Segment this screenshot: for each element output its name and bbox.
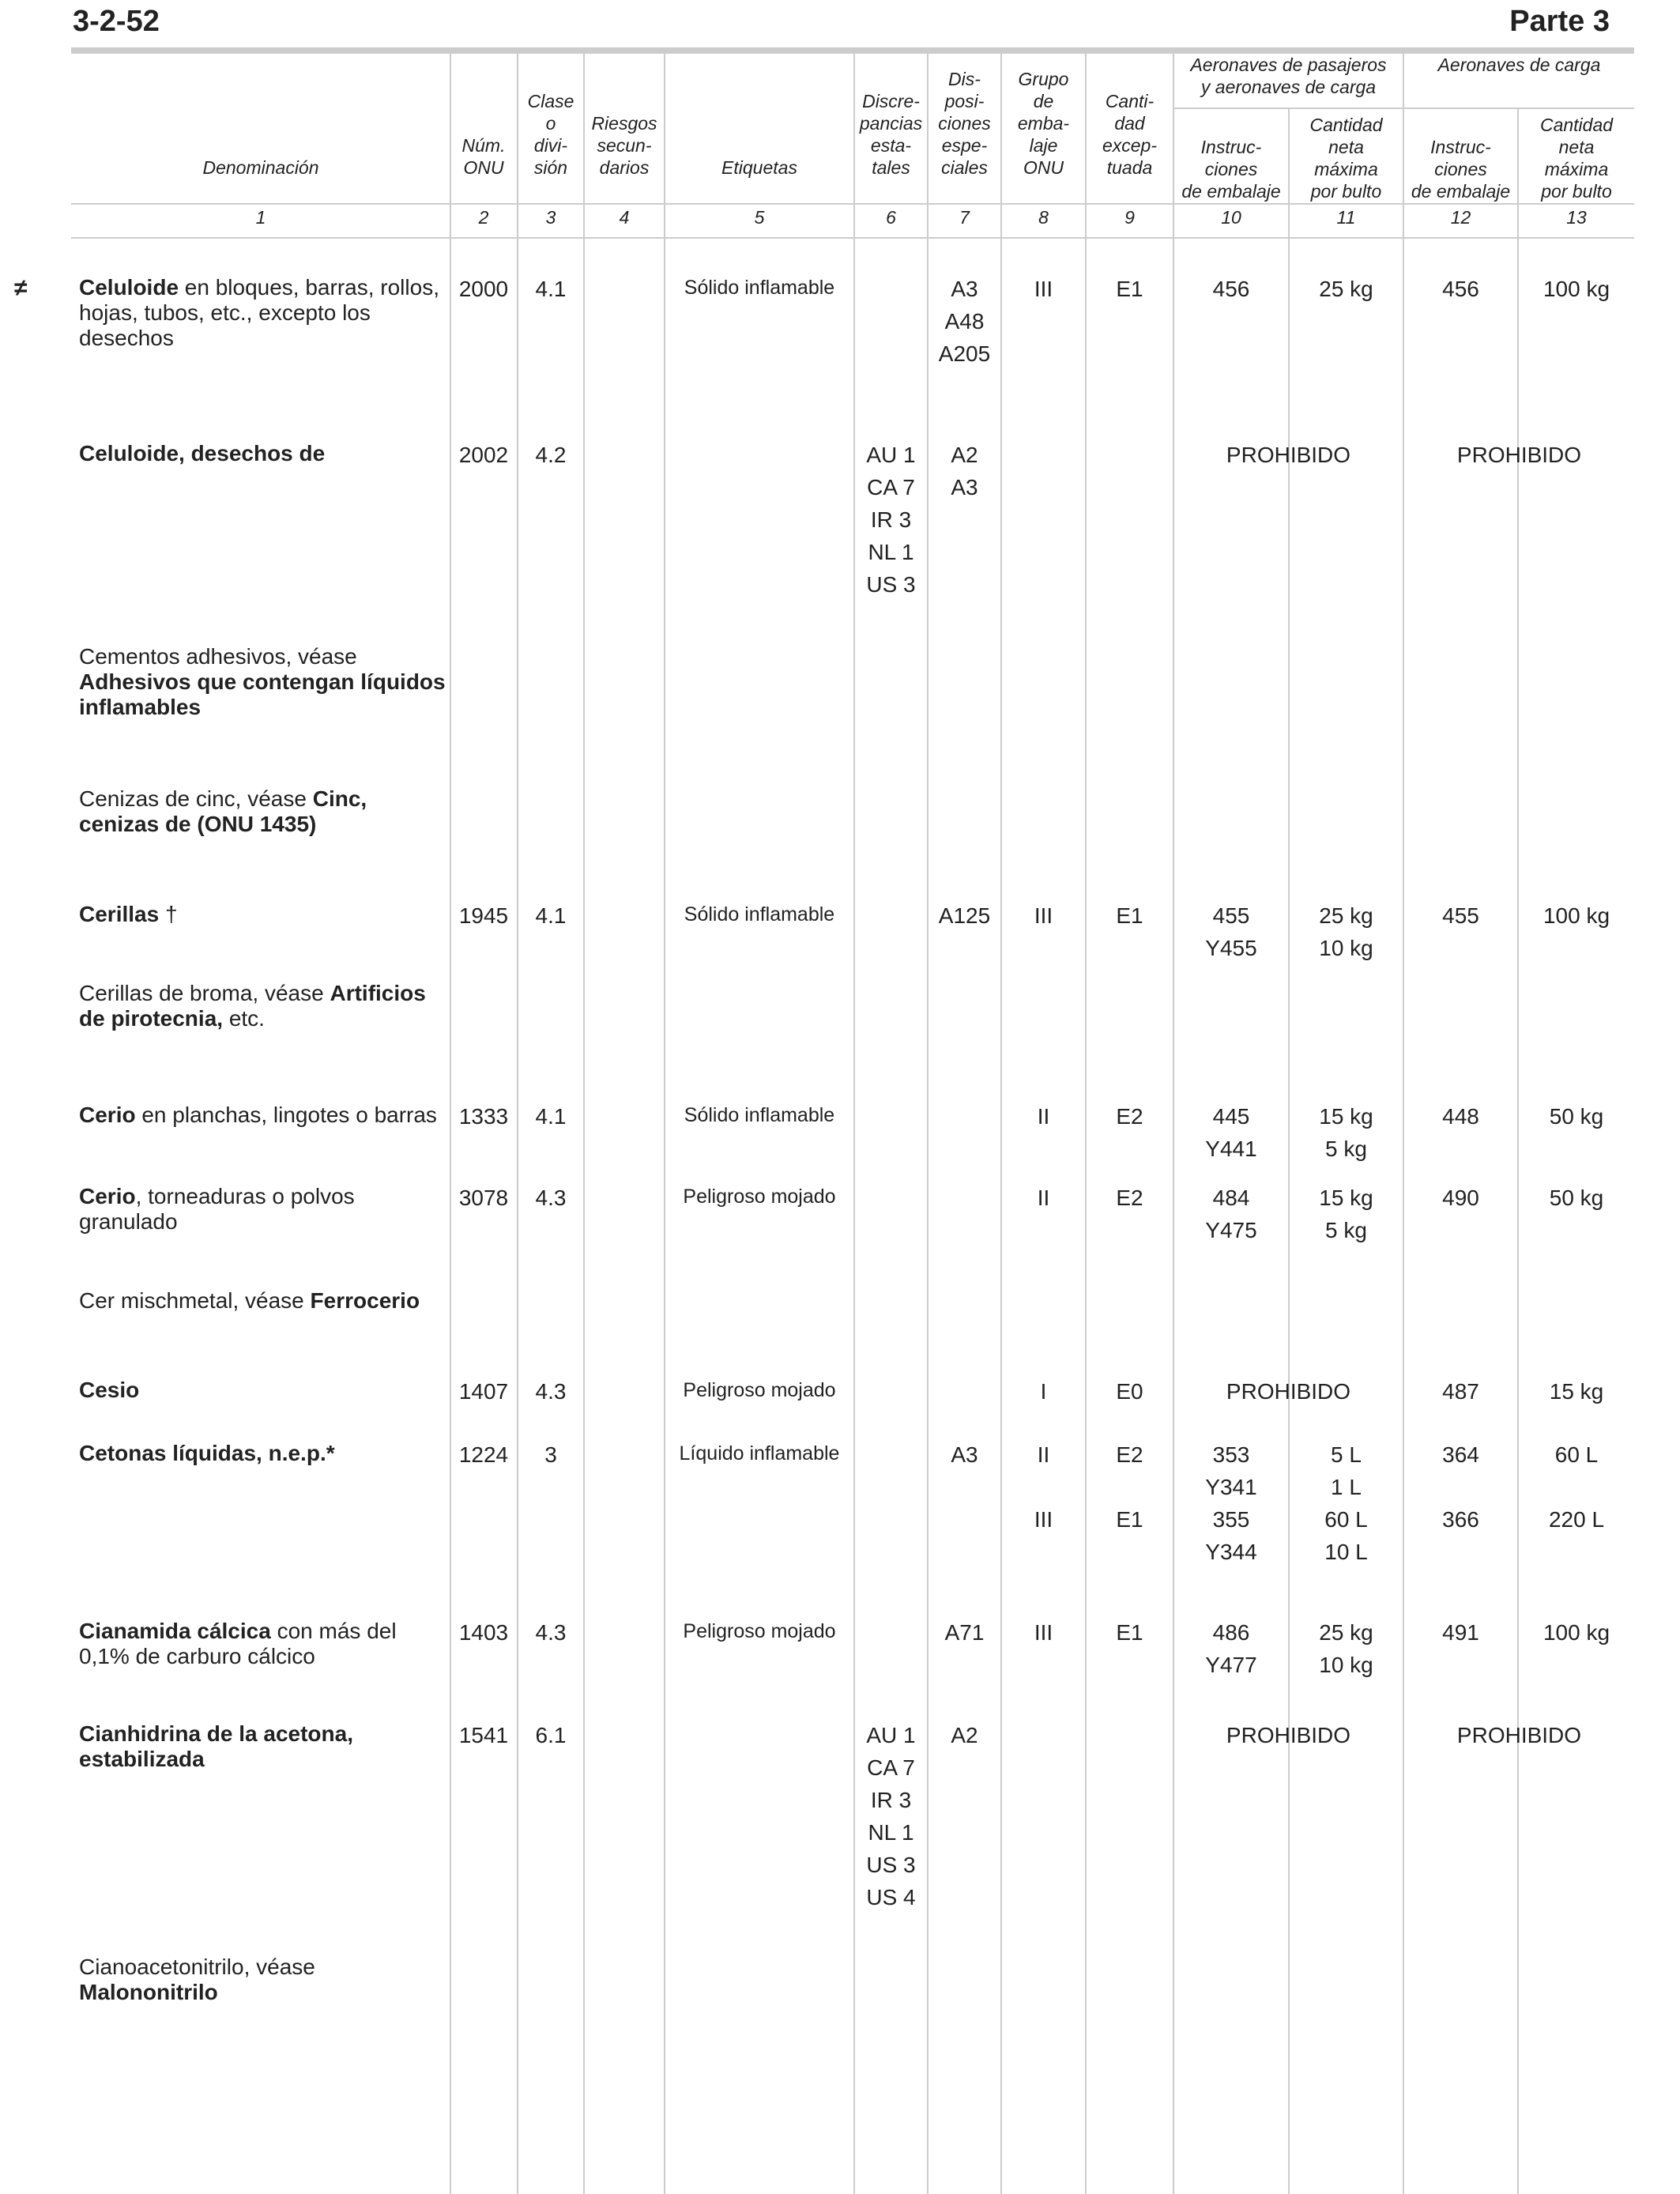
entry-name bbox=[79, 786, 450, 837]
cell-label: Líquido inflamable bbox=[679, 1442, 840, 1465]
entry-name-bold: Malononitrilo bbox=[79, 1980, 218, 2004]
cell-label: Sólido inflamable bbox=[684, 277, 835, 299]
prohibido-carga: PROHIBIDO bbox=[1456, 443, 1582, 467]
entry-name-bold: Cetonas líquidas, n.e.p.* bbox=[79, 1441, 335, 1465]
entry-name-bold: Cerio bbox=[79, 1103, 136, 1127]
header-cantidad-exceptuada: Canti- dad excep- tuada bbox=[1102, 91, 1158, 178]
column-number: 10 bbox=[1221, 207, 1241, 228]
entry-name-bold: Cinc, cenizas de (ONU 1435) bbox=[79, 786, 367, 836]
header-divider bbox=[71, 237, 1634, 239]
entry-name-rest: en bloques, barras, rollos, hojas, tubos, etc., excepto los desechos bbox=[79, 275, 439, 350]
cell-pi-cargo: 455 bbox=[1442, 903, 1479, 928]
column-number: 13 bbox=[1566, 207, 1587, 228]
column-number: 1 bbox=[255, 207, 266, 228]
cell-clase: 4.1 bbox=[535, 1104, 567, 1129]
entry-name-bold: Cianamida cálcica bbox=[79, 1619, 271, 1643]
column-number: 2 bbox=[478, 207, 489, 228]
cell-label: Sólido inflamable bbox=[684, 1104, 835, 1126]
entry-name-bold: Cianhidrina de la acetona, estabilizada bbox=[79, 1721, 353, 1771]
cell-clase: 3 bbox=[544, 1442, 557, 1467]
cell-un: 1333 bbox=[458, 1104, 509, 1129]
column-number: 7 bbox=[959, 207, 970, 228]
cell-q-cargo: 100 kg bbox=[1543, 277, 1610, 301]
cell-pi-cargo: 364 366 bbox=[1442, 1442, 1479, 1532]
cell-clase: 4.3 bbox=[535, 1379, 567, 1404]
entry-name-rest: etc. bbox=[223, 1006, 265, 1031]
column-number: 6 bbox=[886, 207, 896, 228]
entry-name-prefix: Cerillas de broma, véase bbox=[79, 981, 330, 1005]
cell-un: 1224 bbox=[458, 1442, 509, 1467]
cell-pi-pax: 445 Y441 bbox=[1205, 1104, 1257, 1161]
cell-exc: E0 bbox=[1116, 1379, 1143, 1404]
cell-grupo: II bbox=[1037, 1186, 1050, 1210]
cell-grupo: III bbox=[1034, 1620, 1053, 1645]
cell-q-cargo: 50 kg bbox=[1549, 1186, 1604, 1210]
column-number: 11 bbox=[1336, 207, 1356, 228]
entry-name bbox=[79, 981, 450, 1031]
cell-q-pax: 5 L 1 L 60 L 10 L bbox=[1324, 1442, 1368, 1564]
cell-disp: A2 A3 bbox=[951, 443, 978, 499]
entry-name bbox=[79, 1288, 450, 1314]
cell-label: Peligroso mojado bbox=[683, 1620, 836, 1642]
cell-exc: E2 bbox=[1116, 1186, 1143, 1210]
cell-q-pax: 25 kg 10 kg bbox=[1319, 1620, 1373, 1677]
column-number: 12 bbox=[1450, 207, 1471, 228]
entry-name-bold: Celuloide bbox=[79, 275, 179, 300]
column-number: 9 bbox=[1124, 207, 1135, 228]
column-number: 4 bbox=[619, 207, 630, 228]
cell-label: Peligroso mojado bbox=[683, 1379, 836, 1401]
cell-clase: 4.1 bbox=[535, 277, 567, 301]
cell-label: Peligroso mojado bbox=[683, 1186, 836, 1208]
cell-disc: AU 1 CA 7 IR 3 NL 1 US 3 bbox=[866, 443, 916, 597]
entry-name-rest: † bbox=[159, 902, 178, 926]
entry-name-rest: , torneaduras o polvos granulado bbox=[79, 1184, 355, 1234]
column-divider bbox=[927, 54, 929, 2194]
header-disposiciones: Dis- posi- ciones espe- ciales bbox=[938, 69, 991, 178]
entry-name-bold: Adhesivos que contengan líquidos inflamables bbox=[79, 669, 446, 719]
header-divider bbox=[71, 203, 1634, 205]
cell-pi-pax: 455 Y455 bbox=[1205, 903, 1257, 960]
cell-disp: A3 bbox=[951, 1442, 978, 1467]
cell-q-pax: 15 kg 5 kg bbox=[1319, 1186, 1373, 1242]
entry-name bbox=[79, 1378, 450, 1403]
column-number: 3 bbox=[545, 207, 556, 228]
prohibido-carga: PROHIBIDO bbox=[1456, 1723, 1582, 1747]
cell-un: 3078 bbox=[458, 1186, 509, 1210]
entry-name-prefix: Cenizas de cinc, véase bbox=[79, 786, 313, 811]
header-num-onu: Núm. ONU bbox=[461, 135, 506, 178]
entry-name bbox=[79, 1619, 450, 1669]
cell-pi-cargo: 487 bbox=[1442, 1379, 1479, 1404]
cell-disp: A2 bbox=[951, 1723, 978, 1747]
cell-un: 1541 bbox=[458, 1723, 509, 1747]
column-divider bbox=[583, 54, 585, 2194]
entry-name bbox=[79, 275, 450, 351]
cell-disp: A3 A48 A205 bbox=[938, 277, 991, 366]
cell-grupo: II III bbox=[1034, 1442, 1053, 1532]
cell-pi-pax: 486 Y477 bbox=[1205, 1620, 1257, 1677]
entry-name bbox=[79, 1441, 450, 1466]
cell-clase: 4.2 bbox=[535, 443, 567, 467]
entry-name-prefix: Cianoacetonitrilo, véase bbox=[79, 1955, 315, 1979]
part-title: Parte 3 bbox=[1509, 5, 1610, 38]
cell-un: 1403 bbox=[458, 1620, 509, 1645]
cell-q-cargo: 60 L 220 L bbox=[1548, 1442, 1605, 1532]
cell-pi-pax: 456 bbox=[1212, 277, 1250, 301]
cell-q-cargo: 15 kg bbox=[1549, 1379, 1604, 1404]
cell-exc: E2 bbox=[1116, 1104, 1143, 1129]
cell-un: 1945 bbox=[458, 903, 509, 928]
entry-name bbox=[79, 1103, 450, 1128]
cell-pi-cargo: 491 bbox=[1442, 1620, 1479, 1645]
top-rule bbox=[71, 47, 1634, 54]
cell-exc: E2 E1 bbox=[1116, 1442, 1143, 1532]
cell-un: 1407 bbox=[458, 1379, 509, 1404]
cell-q-pax: 25 kg bbox=[1319, 277, 1373, 301]
prohibido-pasajeros: PROHIBIDO bbox=[1226, 1723, 1351, 1747]
entry-name-rest: en planchas, lingotes o barras bbox=[135, 1103, 437, 1127]
cell-disp: A71 bbox=[944, 1620, 985, 1645]
column-number: 8 bbox=[1038, 207, 1049, 228]
entry-name-bold: Cesio bbox=[79, 1378, 140, 1402]
entry-name bbox=[79, 1955, 450, 2005]
entry-name-bold: Artificios de pirotecnia, bbox=[79, 981, 426, 1031]
entry-name bbox=[79, 441, 450, 466]
entry-name-bold: Cerillas bbox=[79, 902, 160, 926]
cell-grupo: I bbox=[1040, 1379, 1047, 1404]
header-divider bbox=[1173, 107, 1634, 109]
entry-name-bold: Cerio bbox=[79, 1184, 136, 1208]
header-cantidad-neta-pax: Cantidad neta máxima por bulto bbox=[1309, 115, 1383, 202]
entry-name-prefix: Cer mischmetal, véase bbox=[79, 1288, 311, 1313]
cell-q-cargo: 100 kg bbox=[1543, 903, 1610, 928]
change-mark: ≠ bbox=[14, 275, 28, 301]
entry-name-bold: Celuloide, desechos de bbox=[79, 441, 326, 466]
prohibido-pasajeros: PROHIBIDO bbox=[1226, 443, 1351, 467]
cell-un: 2000 bbox=[458, 277, 509, 301]
header-aeronaves-pasajeros: Aeronaves de pasajeros y aeronaves de carga bbox=[1190, 55, 1387, 97]
cell-disp: A125 bbox=[938, 903, 991, 928]
cell-pi-cargo: 456 bbox=[1442, 277, 1479, 301]
page-number: 3-2-52 bbox=[73, 5, 160, 38]
cell-clase: 4.3 bbox=[535, 1620, 567, 1645]
cell-un: 2002 bbox=[458, 443, 509, 467]
cell-clase: 4.1 bbox=[535, 903, 567, 928]
cell-q-cargo: 100 kg bbox=[1543, 1620, 1610, 1645]
entry-name bbox=[79, 1184, 450, 1235]
header-riesgos: Riesgos secun- darios bbox=[591, 113, 657, 178]
cell-pi-cargo: 490 bbox=[1442, 1186, 1479, 1210]
cell-grupo: III bbox=[1034, 277, 1053, 301]
header-aeronaves-carga: Aeronaves de carga bbox=[1437, 55, 1601, 75]
cell-q-pax: 25 kg 10 kg bbox=[1319, 903, 1373, 960]
header-etiquetas: Etiquetas bbox=[721, 157, 797, 178]
entry-name-prefix: Cementos adhesivos, véase bbox=[79, 644, 357, 669]
cell-grupo: II bbox=[1037, 1104, 1050, 1129]
cell-disc: AU 1 CA 7 IR 3 NL 1 US 3 US 4 bbox=[866, 1723, 916, 1909]
entry-name bbox=[79, 644, 450, 720]
cell-q-pax: 15 kg 5 kg bbox=[1319, 1104, 1373, 1161]
entry-name-bold: Ferrocerio bbox=[310, 1288, 420, 1313]
cell-label: Sólido inflamable bbox=[684, 903, 835, 925]
cell-exc: E1 bbox=[1116, 903, 1143, 928]
entry-name-rest: con más del 0,1% de carburo cálcico bbox=[79, 1619, 397, 1668]
column-number: 5 bbox=[754, 207, 765, 228]
cell-exc: E1 bbox=[1116, 1620, 1143, 1645]
cell-pi-pax: 484 Y475 bbox=[1205, 1186, 1257, 1242]
cell-pi-cargo: 448 bbox=[1442, 1104, 1479, 1129]
header-discrepancias: Discre- pancias esta- tales bbox=[859, 91, 923, 178]
column-divider bbox=[1517, 109, 1519, 2194]
header-clase: Clase o divi- sión bbox=[527, 91, 574, 178]
cell-grupo: III bbox=[1034, 903, 1053, 928]
cell-clase: 6.1 bbox=[535, 1723, 567, 1747]
cell-exc: E1 bbox=[1116, 277, 1143, 301]
header-denominacion: Denominación bbox=[202, 157, 319, 178]
cell-clase: 4.3 bbox=[535, 1186, 567, 1210]
header-instrucciones-carga: Instruc- ciones de embalaje bbox=[1411, 137, 1511, 202]
prohibido-pasajeros: PROHIBIDO bbox=[1226, 1379, 1351, 1404]
header-cantidad-neta-carga: Cantidad neta máxima por bulto bbox=[1539, 115, 1614, 202]
header-instrucciones-pax: Instruc- ciones de embalaje bbox=[1181, 137, 1281, 202]
entry-name bbox=[79, 1721, 450, 1772]
header-grupo-embalaje: Grupo de emba- laje ONU bbox=[1017, 69, 1070, 178]
cell-q-cargo: 50 kg bbox=[1549, 1104, 1604, 1129]
cell-pi-pax: 353 Y341 355 Y344 bbox=[1205, 1442, 1257, 1564]
entry-name bbox=[79, 902, 450, 927]
